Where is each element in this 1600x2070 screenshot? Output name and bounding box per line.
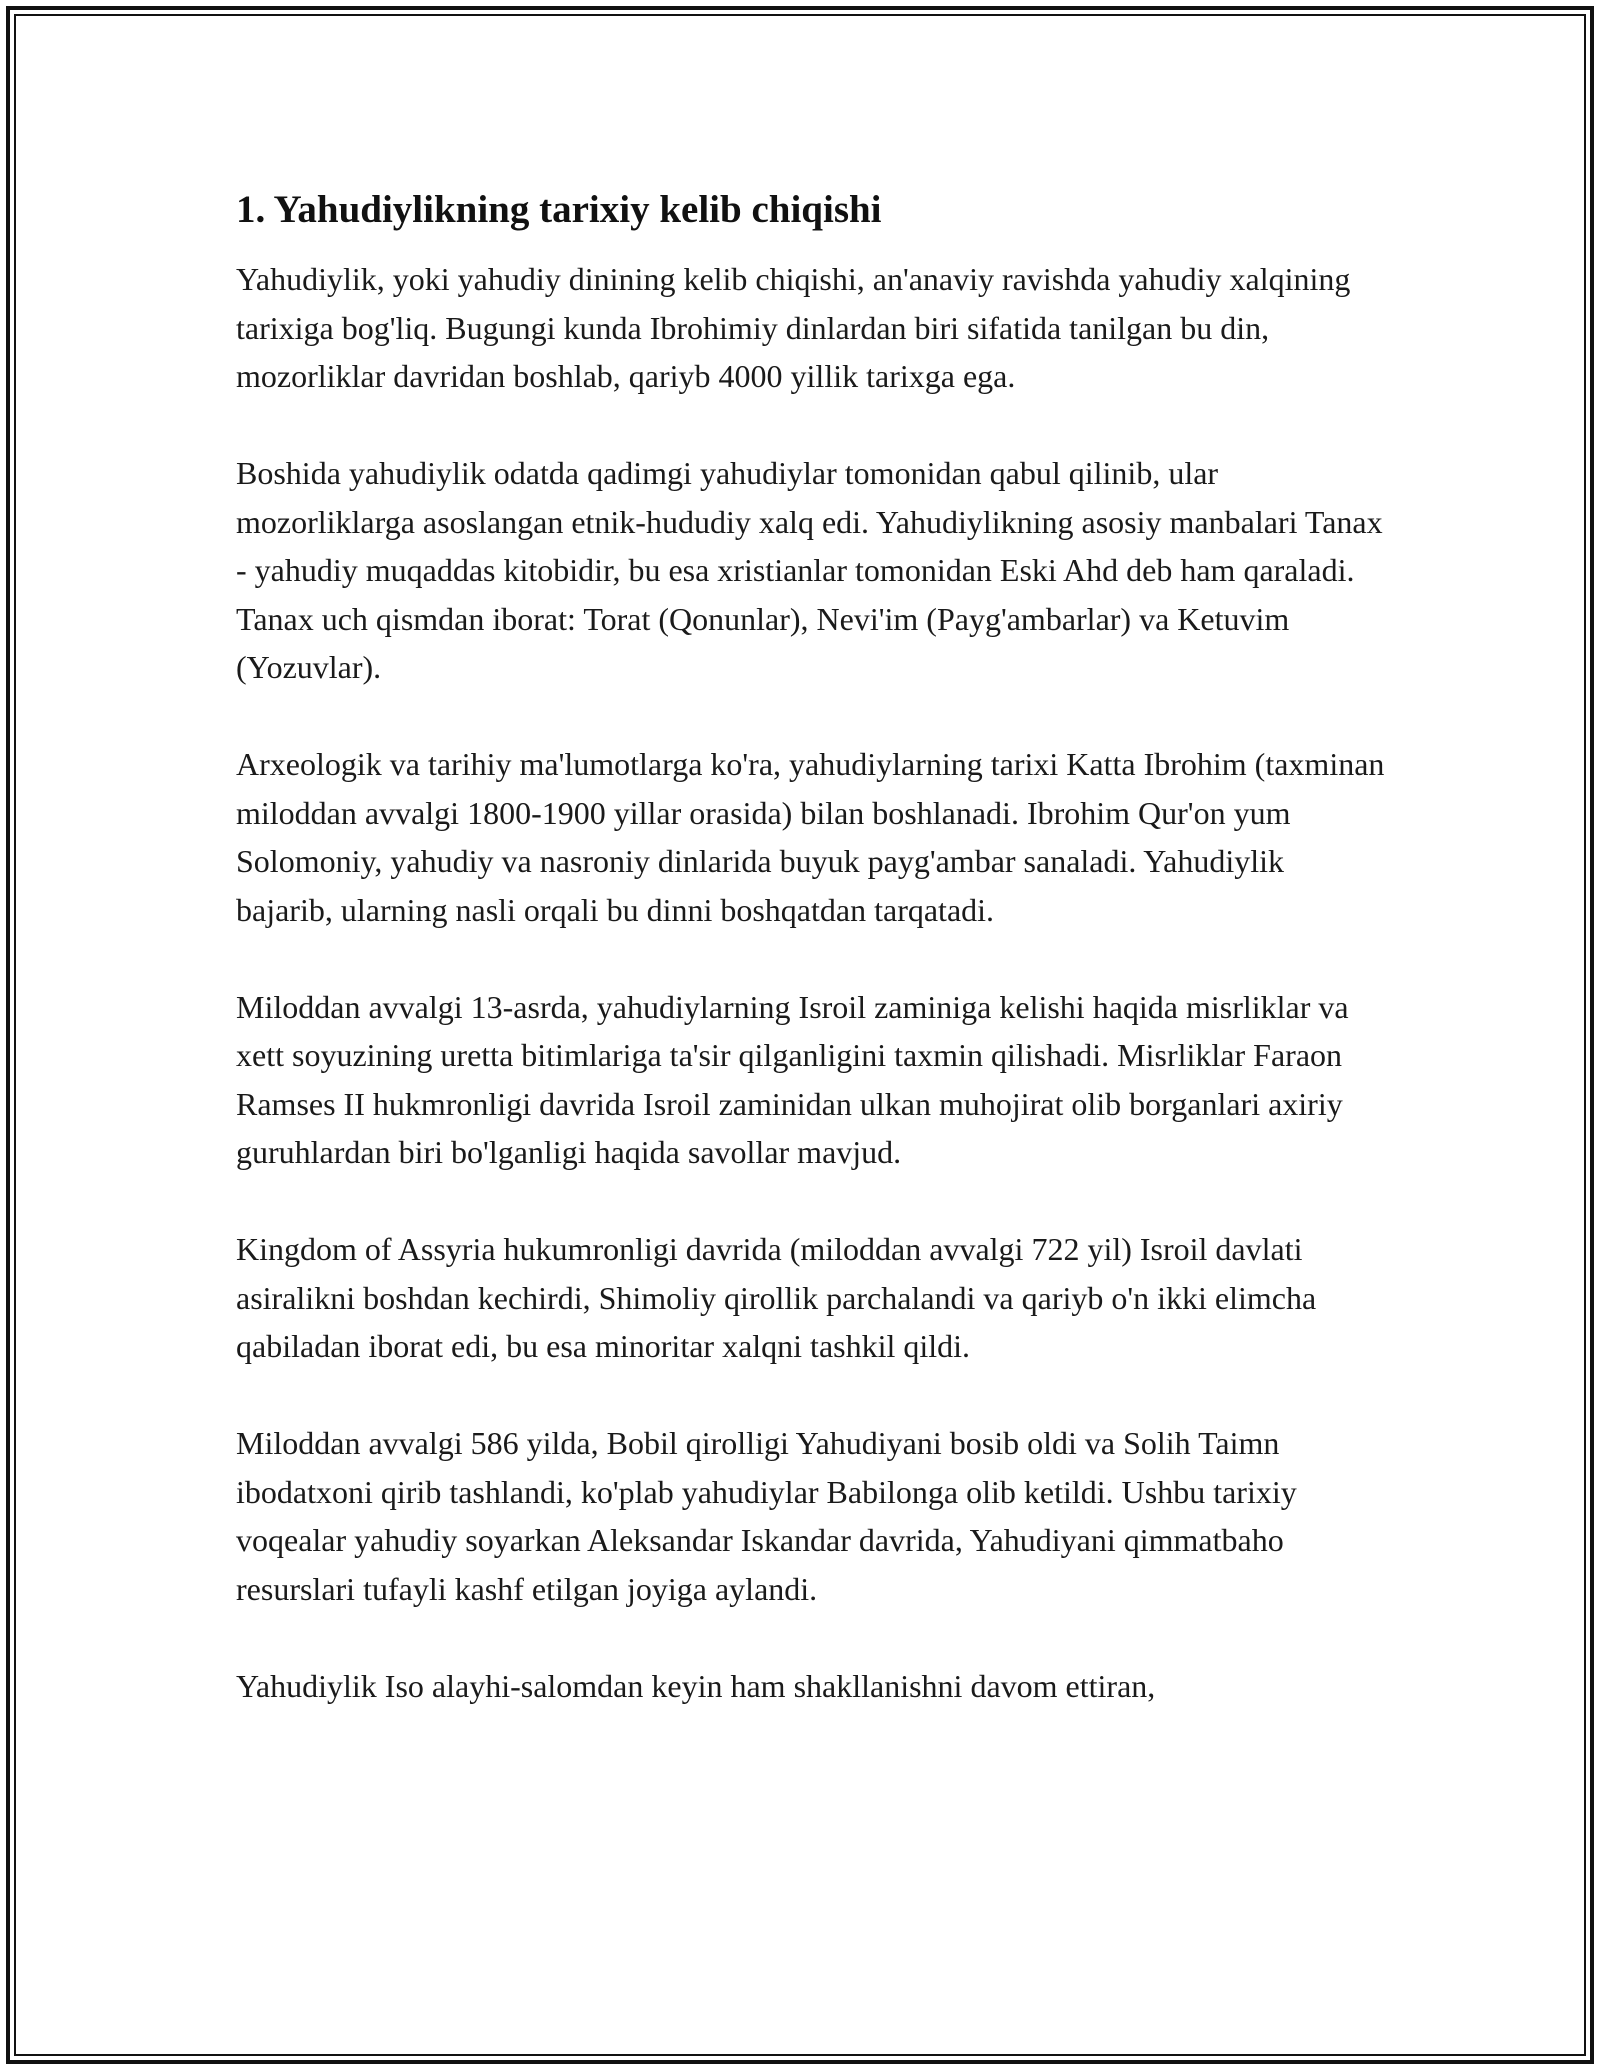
paragraph-abraham: Arxeologik va tarihiy ma'lumotlarga ko'ra, yahudiylarning tarixi Katta Ibrohim (taxminan miloddan avvalgi 1800-1900 yillar orasida) bilan boshlanadi. Ibrohim Qur'on yum Solomoniy, yahudiy va nasroniy dinlarida buyuk payg'ambar sanaladi. Yahudiylik bajarib, ularning nasli orqali bu dinni boshqatdan tarqatadi. — [236, 746, 1385, 928]
paragraph-babylon: Miloddan avvalgi 586 yilda, Bobil qirolligi Yahudiyani bosib oldi va Solih Taimn ibodatxoni qirib tashlandi, ko'plab yahudiylar Babilonga olib ketildi. Ushbu tarixiy voqealar yahudiy soyarkan Aleksandar Iskandar davrida, Yahudiyani qimmatbaho resurslari tufayli kashf etilgan joyiga aylandi. — [236, 1425, 1297, 1607]
paragraph-13th-century: Miloddan avvalgi 13-asrda, yahudiylarning Isroil zaminiga kelishi haqida misrliklar va xett soyuzining uretta bitimlariga ta'sir qilganligini taxmin qilishadi. Misrliklar Faraon Ramses II hukmronligi davrida Isroil zaminidan ulkan muhojirat olib borganlari axiriy guruhlardan biri bo'lganligi haqida savollar mavjud. — [236, 988, 1349, 1170]
paragraph-tanakh: Boshida yahudiylik odatda qadimgi yahudiylar tomonidan qabul qilinib, ular mozorliklarga asoslangan etnik-hududiy xalq edi. Yahudiylikning asosiy manbalari Tanax - yahudiy muqaddas kitobidir, bu esa xristianlar tomonidan Eski Ahd deb ham qaraladi. Tanax uch qismdan iborat: Torat (Qonunlar), Nevi'im (Payg'ambarlar) va Ketuvim (Yozuvlar). — [236, 455, 1383, 685]
section-heading: 1. Yahudiylikning tarixiy kelib chiqishi — [236, 188, 882, 231]
paragraph-continuation: Yahudiylik Iso alayhi-salomdan keyin ham shakllanishni davom ettiran, — [236, 1667, 1156, 1704]
paragraph-assyria: Kingdom of Assyria hukumronligi davrida (miloddan avvalgi 722 yil) Isroil davlati asiralikni boshdan kechirdi, Shimoliy qirollik parchalandi va qariyb o'n ikki elimcha qabiladan iborat edi, bu esa minoritar xalqni tashkil qildi. — [236, 1231, 1317, 1364]
document-body — [236, 185, 1386, 1759]
paragraph-origins: Yahudiylik, yoki yahudiy dinining kelib chiqishi, an'anaviy ravishda yahudiy xalqining tarixiga bog'liq. Bugungi kunda Ibrohimiy dinlardan biri sifatida tanilgan bu din, mozorliklar davridan boshlab, qariyb 4000 yillik tarixga ega. — [236, 261, 1351, 394]
